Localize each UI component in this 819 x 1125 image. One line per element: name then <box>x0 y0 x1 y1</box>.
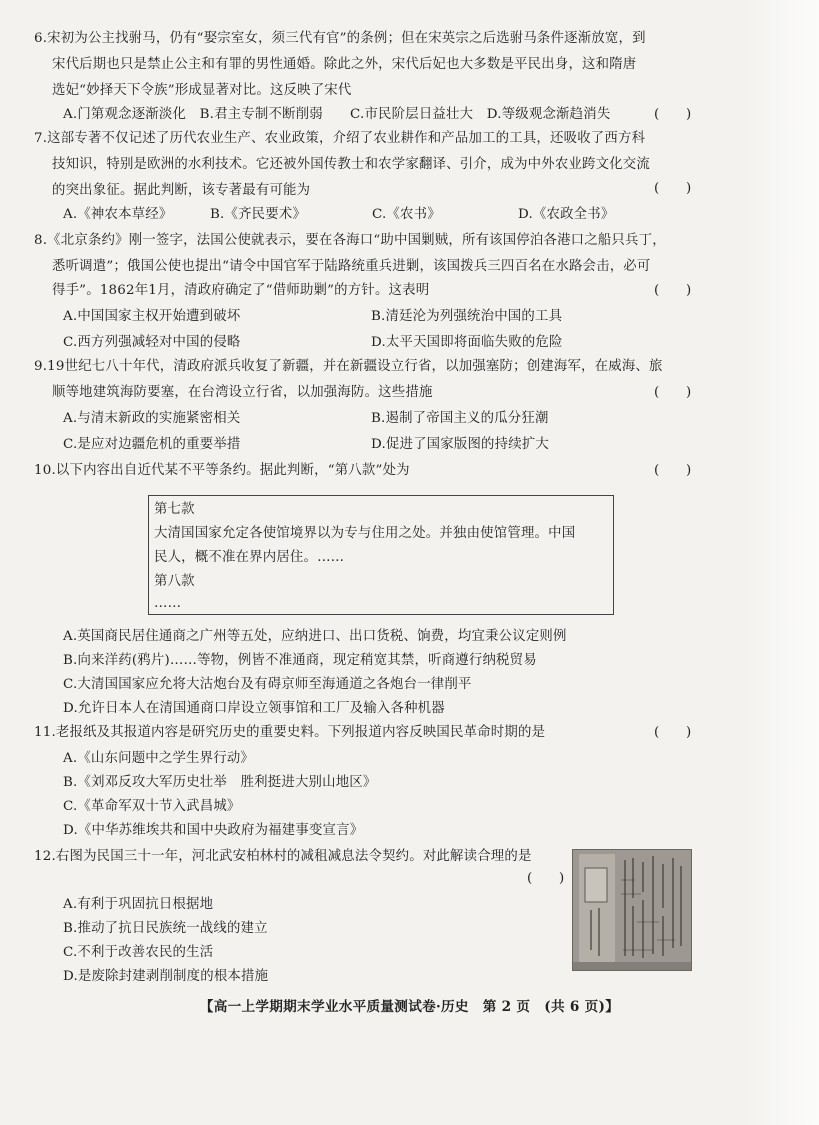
q11-option-b: B.《刘邓反攻大军历史壮举 胜利挺进大别山地区》 <box>63 775 377 790</box>
q7-option-a: A.《神农本草经》 <box>63 207 173 222</box>
q12-option-b: B.推动了抗日民族统一战线的建立 <box>63 921 268 936</box>
q6-options: A.门第观念逐渐淡化 B.君主专制不断削弱 C.市民阶层日益壮大 D.等级观念渐趋消失 <box>63 107 611 122</box>
treaty-article-8-title: 第八款 <box>154 574 195 589</box>
q9-option-c: C.是应对边疆危机的重要举措 <box>63 437 241 452</box>
q12-option-a: A.有利于巩固抗日根据地 <box>63 897 214 912</box>
treaty-article-8-text: …… <box>154 596 182 611</box>
q11-option-a: A.《山东问题中之学生界行动》 <box>63 751 255 766</box>
treaty-excerpt-box <box>148 495 614 615</box>
q8-stem-line-1: 8.《北京条约》刚一签字，法国公使就表示，要在各海口“助中国剿贼，所有该国停泊各港口之船只兵丁， <box>34 233 666 248</box>
q10-option-d: D.允许日本人在清国通商口岸设立领事馆和工厂及输入各种机器 <box>63 701 445 716</box>
scan-edge <box>742 0 819 1125</box>
q7-option-c: C.《农书》 <box>372 207 441 222</box>
q8-option-b: B.清廷沦为列强统治中国的工具 <box>371 309 563 324</box>
q11-answer-blank: ( ) <box>654 725 692 740</box>
q9-answer-blank: ( ) <box>654 385 692 400</box>
q8-option-d: D.太平天国即将面临失败的危险 <box>371 335 563 350</box>
q10-option-b: B.向来洋药(鸦片)……等物，例皆不准通商，现定稍宽其禁，听商遵行纳税贸易 <box>63 653 537 668</box>
treaty-article-7-text-2: 民人，概不准在界内居住。…… <box>154 550 345 565</box>
q9-option-a: A.与清末新政的实施紧密相关 <box>63 411 241 426</box>
q6-stem-line-3: 选妃“妙择天下令族”形成显著对比。这反映了宋代 <box>52 83 352 98</box>
q12-option-c: C.不利于改善农民的生活 <box>63 945 214 960</box>
q10-answer-blank: ( ) <box>654 463 692 478</box>
treaty-article-7-title: 第七款 <box>154 502 195 517</box>
q9-stem-line-1: 9.19世纪七八十年代，清政府派兵收复了新疆，并在新疆设立行省，以加强塞防；创建海军，在威海、旅 <box>34 359 663 374</box>
q7-stem-line-3: 的突出象征。据此判断，该专著最有可能为 <box>52 183 311 198</box>
q12-answer-blank: ( ) <box>527 871 565 886</box>
q7-answer-blank: ( ) <box>654 181 692 196</box>
contract-photo-drawing <box>573 850 691 970</box>
q9-stem-line-2: 顺等地建筑海防要塞，在台湾设立行省，以加强海防。这些措施 <box>52 385 433 400</box>
q10-option-a: A.英国商民居住通商之广州等五处，应纳进口、出口货税、饷费，均宜秉公议定则例 <box>63 629 567 644</box>
q11-option-c: C.《革命军双十节入武昌城》 <box>63 799 241 814</box>
rent-reduction-contract-photo <box>572 849 692 971</box>
q8-option-c: C.西方列强减轻对中国的侵略 <box>63 335 241 350</box>
q6-stem-line-1: 6.宋初为公主找驸马，仍有“娶宗室女，须三代有官”的条例；但在宋英宗之后选驸马条件逐渐放宽，到 <box>34 31 646 46</box>
treaty-article-7-text-1: 大清国国家允定各使馆境界以为专与住用之处。并独由使馆管理。中国 <box>154 526 576 541</box>
q9-option-b: B.遏制了帝国主义的瓜分狂潮 <box>371 411 549 426</box>
q7-option-d: D.《农政全书》 <box>518 207 615 222</box>
q8-answer-blank: ( ) <box>654 283 692 298</box>
page-footer: 【高一上学期期末学业水平质量测试卷·历史 第 2 页 (共 6 页)】 <box>199 999 620 1015</box>
q8-stem-line-2: 悉听调遣”；俄国公使也提出“请令中国官军于陆路统重兵进剿，该国拨兵三四百名在水路会击，必可 <box>52 259 651 274</box>
q10-stem: 10.以下内容出自近代某不平等条约。据此判断，“第八款”处为 <box>34 463 410 478</box>
q9-option-d: D.促进了国家版图的持续扩大 <box>371 437 550 452</box>
q12-option-d: D.是废除封建剥削制度的根本措施 <box>63 969 269 984</box>
q6-answer-blank: ( ) <box>654 107 692 122</box>
q8-option-a: A.中国国家主权开始遭到破坏 <box>63 309 241 324</box>
q7-stem-line-2: 技知识，特别是欧洲的水利技术。它还被外国传教士和农学家翻译、引介，成为中外农业跨文化交流 <box>52 157 650 172</box>
q11-stem: 11.老报纸及其报道内容是研究历史的重要史料。下列报道内容反映国民革命时期的是 <box>34 725 546 740</box>
q10-option-c: C.大清国国家应允将大沽炮台及有碍京师至海通道之各炮台一律削平 <box>63 677 472 692</box>
q6-stem-line-2: 宋代后期也只是禁止公主和有罪的男性通婚。除此之外，宋代后妃也大多数是平民出身，这和隋唐 <box>52 57 637 72</box>
q11-option-d: D.《中华苏维埃共和国中央政府为福建事变宣言》 <box>63 823 364 838</box>
q8-stem-line-3: 得手”。1862年1月，清政府确定了“借师助剿”的方针。这表明 <box>52 283 430 298</box>
q12-stem: 12.右图为民国三十一年，河北武安柏林村的减租减息法令契约。对此解读合理的是 <box>34 849 532 864</box>
q7-stem-line-1: 7.这部专著不仅记述了历代农业生产、农业政策，介绍了农业耕作和产品加工的工具，还吸收了西方科 <box>34 131 646 146</box>
q7-option-b: B.《齐民要术》 <box>210 207 307 222</box>
